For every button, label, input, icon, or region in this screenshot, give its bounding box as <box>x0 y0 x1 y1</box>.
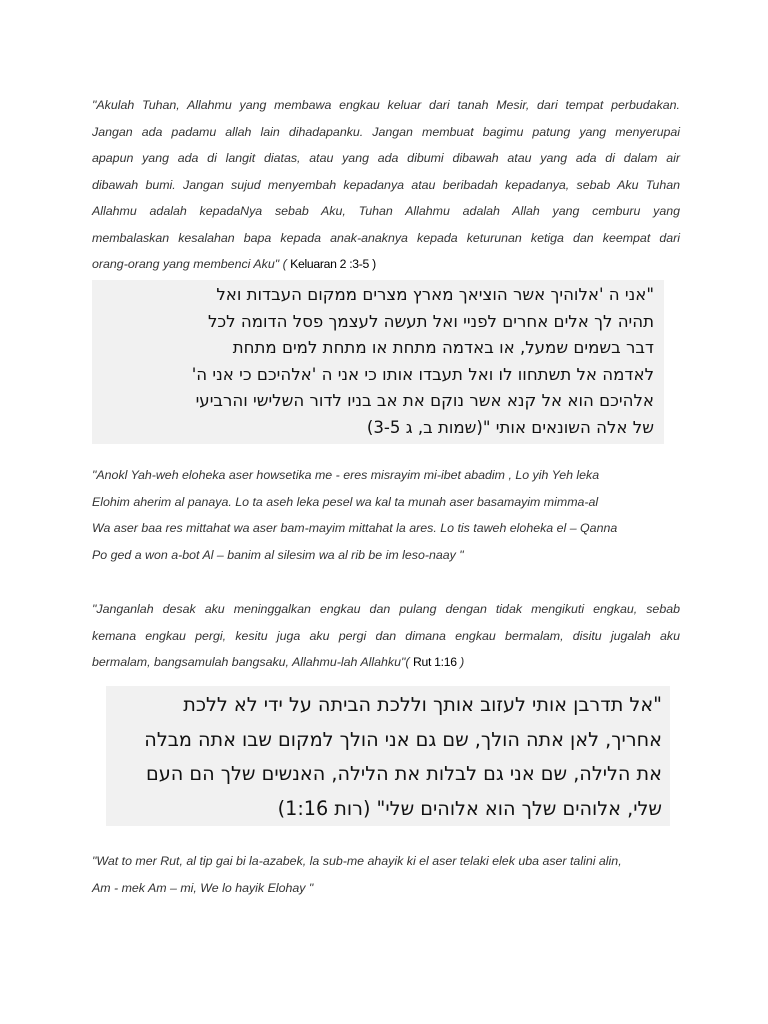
text-line-content: orang-orang yang membenci Aku" ( <box>92 257 291 271</box>
passage-exodus-indonesian <box>92 92 680 278</box>
transliteration-ruth <box>92 848 680 901</box>
text-line: Jangan ada padamu allah lain dihadapanku. Jangan membuat bagimu patung yang menyerupai <box>92 124 680 139</box>
text-line: membalaskan kesalahan bapa kepada anak-anaknya kepada keturunan ketiga dan keempat dari <box>92 230 680 245</box>
text-line-content: bermalam, bangsamulah bangsaku, Allahmu-lah Allahku"( <box>92 655 413 669</box>
text-line: dibawah bumi. Jangan sujud menyembah kepadanya atau beribadah kepadanya, sebab Aku Tuhan <box>92 177 680 192</box>
text-line <box>92 649 680 676</box>
text-line: "Janganlah desak aku meninggalkan engkau dan pulang dengan tidak mengikuti engkau, sebab <box>92 602 680 616</box>
text-line: Elohim aherim al panaya. Lo ta aseh leka pesel wa kal ta munah aser basamayim mimma-al <box>92 494 599 509</box>
text-line: Wa aser baa res mittahat wa aser bam-mayim mittahat la ares. Lo tis taweh eloheka el – Qanna <box>92 521 618 535</box>
hebrew-line: "אני ה 'אלוהיך אשר הוציאך מארץ מצרים ממקום העבדות ואל <box>216 285 654 304</box>
hebrew-line: "אל תדרבן אותי לעזוב אותך וללכת הביתה על ידי לא ללכת <box>183 693 662 716</box>
hebrew-line: דבר בשמים שמעל, או באדמה מתחת או מתחת למים מתחת <box>232 338 654 358</box>
text-line: Allahmu adalah kepadaNya sebab Aku, Tuhan Allahmu adalah Allah yang cemburu yang <box>92 204 680 218</box>
hebrew-line: לאדמה אל תשתחוו לו ואל תעבדו אותו כי אני ה 'אלהיכם כי אני ה' <box>191 364 654 384</box>
hebrew-line: אלהיכם הוא אל קנא אשר נוקם את אב בניו לדור השלישי והרביעי <box>195 391 654 411</box>
hebrew-line: תהיה לך אלים אחרים לפניי ואל תעשה לעצמך פסל הדומה לכל <box>207 311 654 331</box>
text-line: kemana engkau pergi, kesitu juga aku pergi dan dimana engkau bermalam, disitu jugalah aku <box>92 628 680 643</box>
text-line: "Anokl Yah-weh eloheka aser howsetika me - eres misrayim mi-ibet abadim , Lo yih Yeh leka <box>92 468 600 482</box>
text-line: "Akulah Tuhan, Allahmu yang membawa engkau keluar dari tanah Mesir, dari tempat perbudakan. <box>92 98 680 112</box>
text-line: Am - mek Am – mi, We lo hayik Elohay " <box>92 880 314 895</box>
reference-close: ) <box>456 655 465 669</box>
scripture-reference: Rut 1:16 <box>413 655 457 669</box>
text-line: Po ged a won a-bot Al – banim al silesim wa al rib be im leso-naay " <box>92 547 464 562</box>
hebrew-line: אחריך, לאן אתה הולך, שם גם אני הולך למקום שבו אתה מבלה <box>144 727 662 751</box>
text-line: apapun yang ada di langit diatas, atau yang ada dibumi dibawah atau yang ada di dalam air <box>92 151 680 165</box>
hebrew-quote-box <box>106 686 670 826</box>
text-line <box>92 251 680 278</box>
passage-ruth-indonesian <box>92 596 680 676</box>
scripture-reference: Keluaran 2 :3-5 ) <box>290 257 376 271</box>
hebrew-line: של אלה השונאים אותי "(שמות ב, ג 3-5) <box>366 417 654 437</box>
text-line: "Wat to mer Rut, al tip gai bi la-azabek, la sub-me ahayik ki el aser telaki elek uba aser talini alin, <box>92 854 622 868</box>
hebrew-line: שלי, אלוהים שלך הוא אלוהים שלי" (רות 1:16) <box>277 796 662 820</box>
transliteration-exodus <box>92 462 680 568</box>
hebrew-line: את הלילה, שם אני גם לבלות את הלילה, האנשים שלך הם העם <box>145 762 662 786</box>
hebrew-quote-box <box>92 280 664 444</box>
